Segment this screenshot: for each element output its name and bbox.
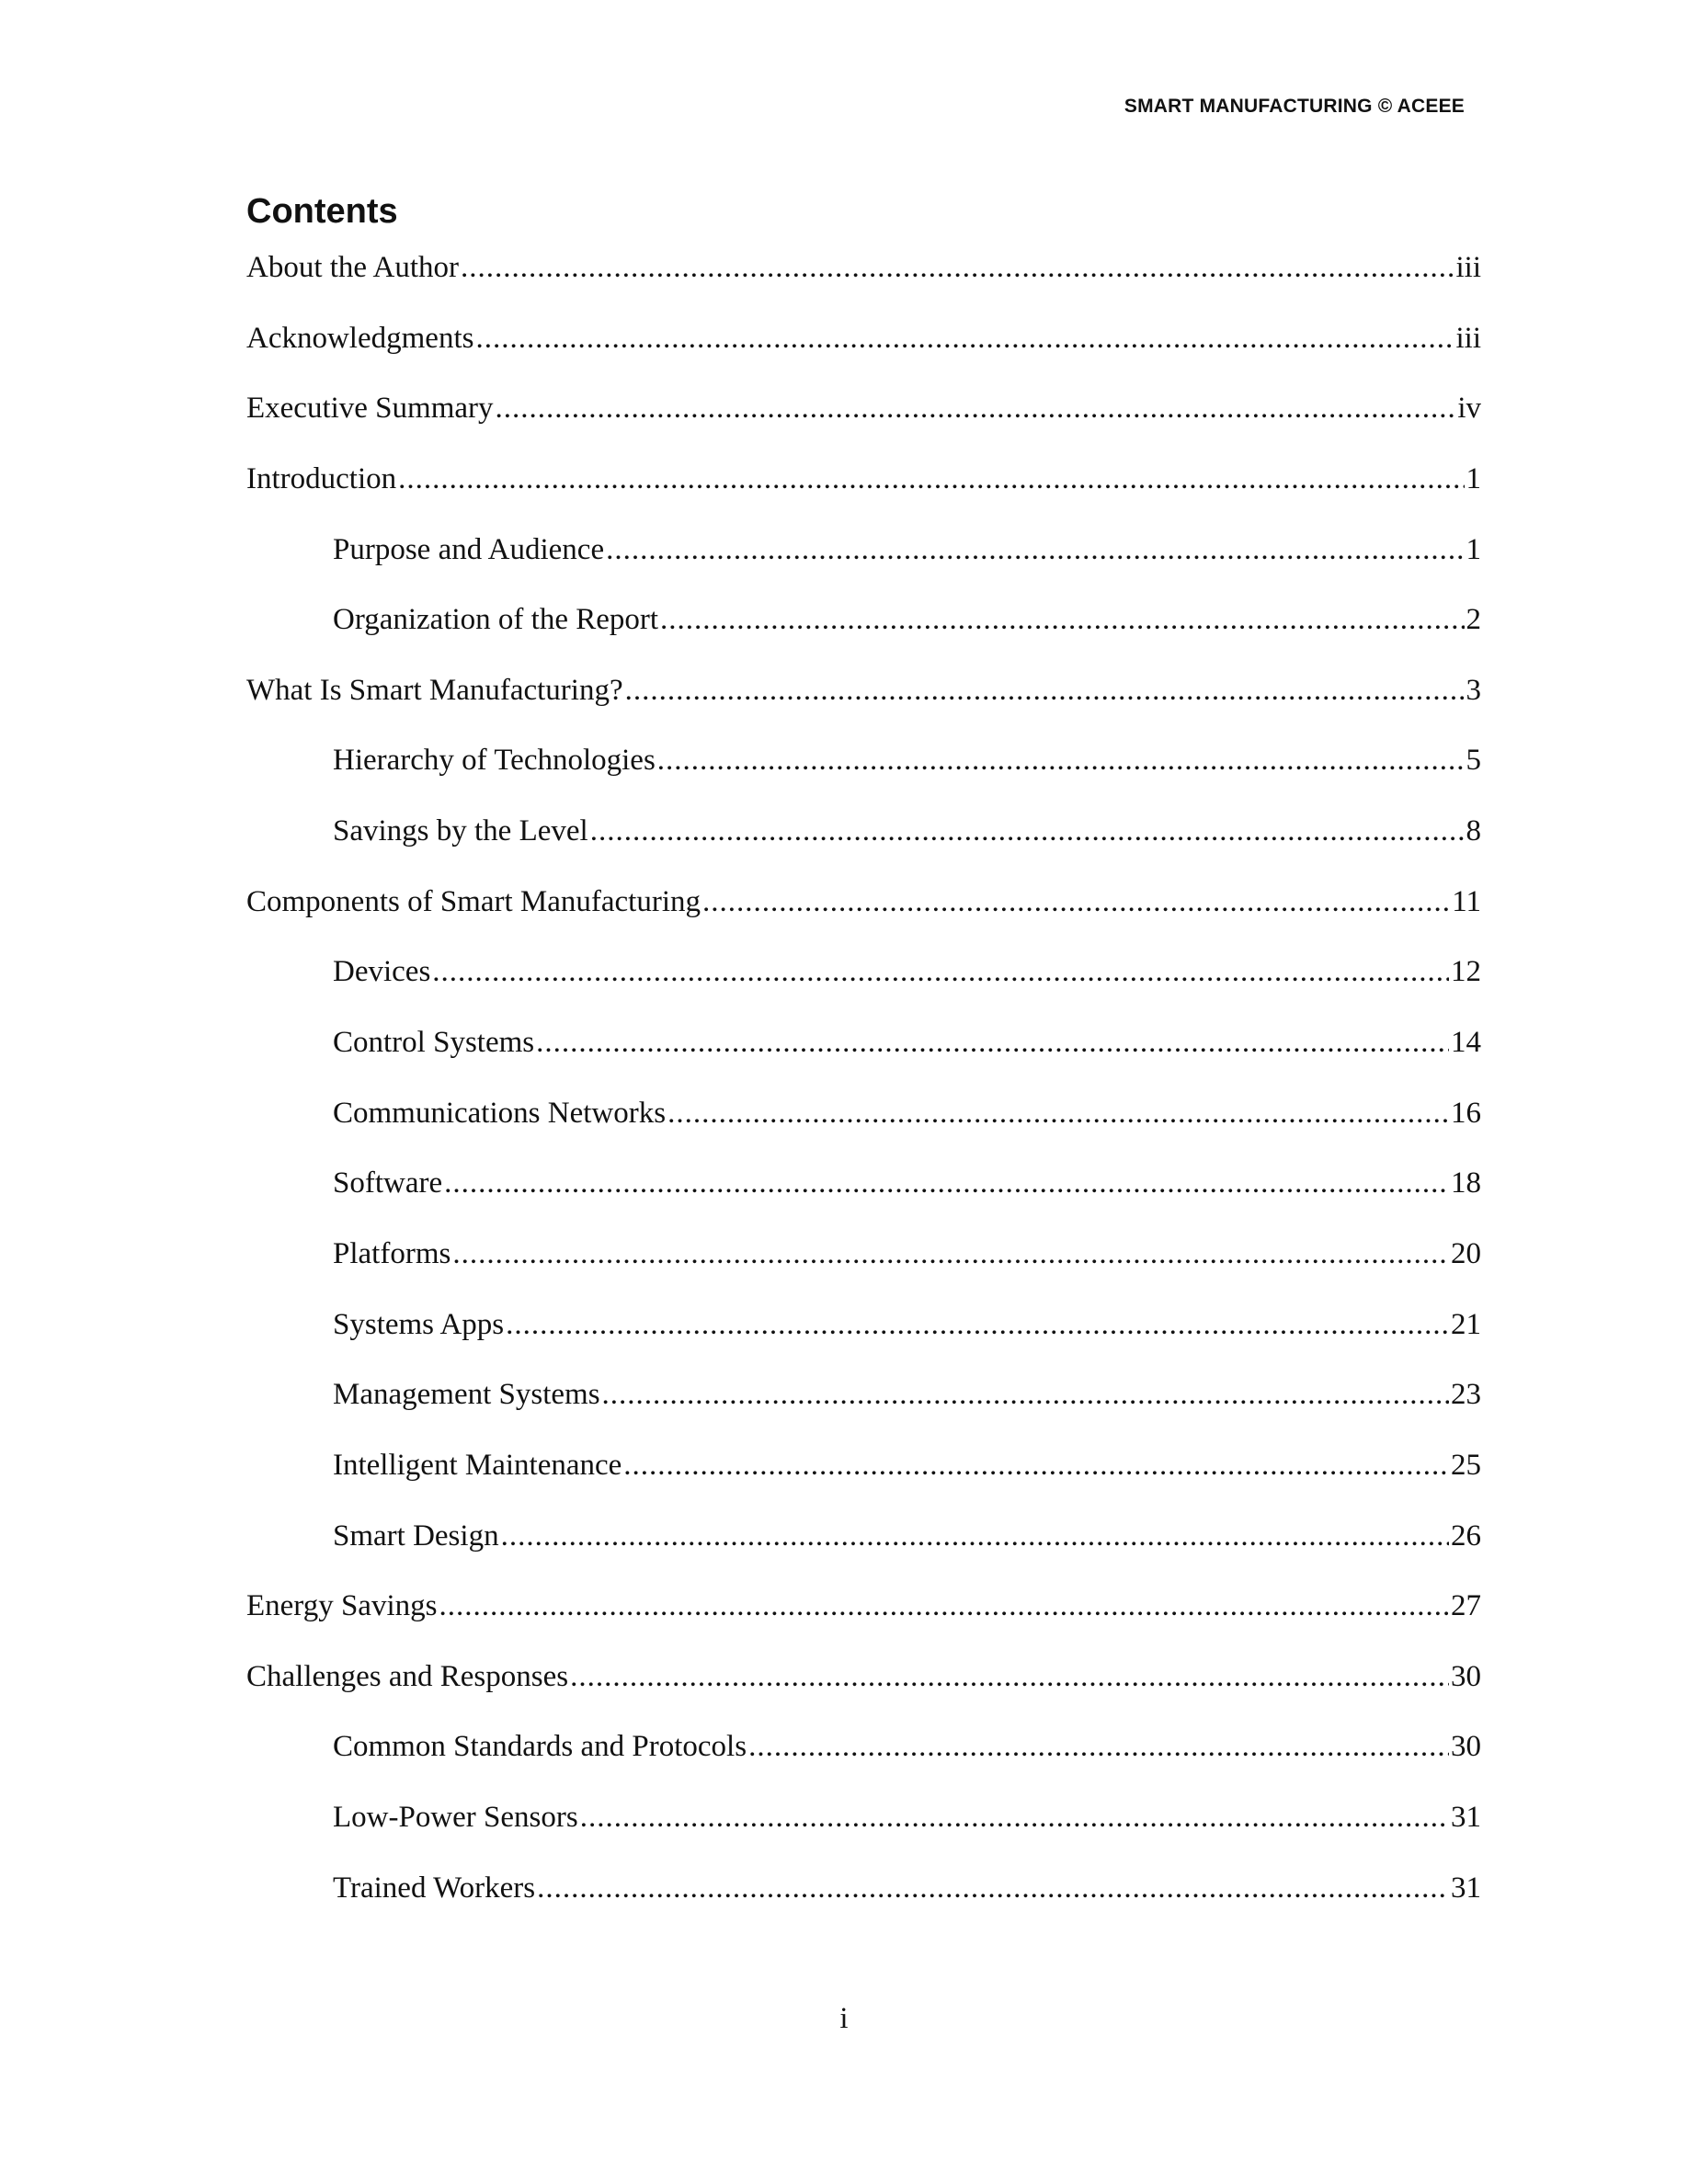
toc-entry-page: 12 — [1451, 955, 1481, 989]
toc-entry-page: iii — [1455, 251, 1481, 284]
toc-entry-page: iii — [1455, 321, 1481, 355]
toc-entry-title: Low-Power Sensors — [333, 1801, 578, 1835]
toc-entry-title: Control Systems — [333, 1026, 535, 1060]
toc-entry-title: Introduction — [246, 461, 397, 495]
toc-entry[interactable] — [246, 1156, 1481, 1227]
toc-entry-title: Communications Networks — [333, 1096, 667, 1130]
toc-dot-leader — [623, 1439, 1449, 1492]
toc-dot-leader — [398, 452, 1464, 506]
toc-entry-page: iv — [1457, 392, 1481, 426]
toc-entry[interactable] — [246, 1861, 1481, 1932]
toc-entry[interactable] — [246, 1016, 1481, 1086]
toc-entry[interactable] — [246, 523, 1481, 594]
toc-entry-title: Software — [333, 1166, 443, 1200]
table-of-contents — [246, 241, 1481, 1931]
contents-heading: Contents — [246, 192, 398, 231]
toc-entry-page: 25 — [1451, 1448, 1481, 1482]
toc-entry[interactable] — [246, 1650, 1481, 1721]
toc-dot-leader — [439, 1579, 1449, 1632]
toc-entry[interactable] — [246, 241, 1481, 312]
toc-entry[interactable] — [246, 1227, 1481, 1298]
toc-entry[interactable] — [246, 1298, 1481, 1369]
toc-dot-leader — [570, 1650, 1449, 1703]
toc-entry[interactable] — [246, 1439, 1481, 1509]
toc-dot-leader — [660, 593, 1464, 646]
toc-entry-title: Energy Savings — [246, 1589, 438, 1623]
toc-entry[interactable] — [246, 1791, 1481, 1861]
toc-entry[interactable] — [246, 593, 1481, 664]
toc-entry-page: 1 — [1466, 532, 1481, 566]
toc-entry-page: 21 — [1451, 1307, 1481, 1341]
toc-entry-page: 18 — [1451, 1166, 1481, 1200]
toc-dot-leader — [590, 804, 1465, 858]
toc-entry-title: Smart Design — [333, 1519, 499, 1553]
toc-entry-page: 23 — [1451, 1378, 1481, 1412]
toc-entry-page: 2 — [1466, 603, 1481, 637]
toc-dot-leader — [444, 1156, 1449, 1210]
toc-entry-title: Acknowledgments — [246, 321, 474, 355]
toc-entry-title: About the Author — [246, 251, 459, 284]
toc-dot-leader — [657, 734, 1465, 787]
toc-entry-page: 14 — [1451, 1026, 1481, 1060]
toc-entry[interactable] — [246, 945, 1481, 1016]
running-header: SMART MANUFACTURING © ACEEE — [1123, 96, 1465, 117]
toc-entry[interactable] — [246, 452, 1481, 523]
toc-entry-page: 30 — [1451, 1659, 1481, 1693]
toc-entry-title: Systems Apps — [333, 1307, 505, 1341]
toc-entry-page: 8 — [1466, 814, 1481, 848]
toc-entry-title: Executive Summary — [246, 392, 494, 426]
toc-entry-title: Intelligent Maintenance — [333, 1448, 622, 1482]
toc-entry-page: 27 — [1451, 1589, 1481, 1623]
toc-entry[interactable] — [246, 1368, 1481, 1439]
toc-entry-page: 31 — [1451, 1871, 1481, 1905]
toc-entry-title: Savings by the Level — [333, 814, 588, 848]
toc-dot-leader — [625, 664, 1465, 717]
toc-entry-title: Common Standards and Protocols — [333, 1730, 747, 1764]
toc-entry-title: Platforms — [333, 1236, 451, 1270]
toc-dot-leader — [580, 1791, 1449, 1844]
toc-entry-page: 3 — [1466, 673, 1481, 707]
toc-entry[interactable] — [246, 381, 1481, 452]
toc-dot-leader — [702, 875, 1450, 928]
toc-entry[interactable] — [246, 1509, 1481, 1580]
toc-dot-leader — [667, 1086, 1449, 1140]
toc-dot-leader — [501, 1509, 1449, 1563]
toc-entry[interactable] — [246, 734, 1481, 804]
toc-entry[interactable] — [246, 804, 1481, 875]
toc-entry-title: Devices — [333, 955, 431, 989]
toc-entry-title: Challenges and Responses — [246, 1659, 569, 1693]
toc-entry-page: 31 — [1451, 1801, 1481, 1835]
toc-dot-leader — [602, 1368, 1449, 1421]
toc-entry-title: Organization of the Report — [333, 603, 659, 637]
toc-dot-leader — [606, 523, 1464, 576]
toc-entry[interactable] — [246, 1579, 1481, 1650]
toc-entry-page: 5 — [1466, 744, 1481, 778]
toc-entry-title: Management Systems — [333, 1378, 600, 1412]
toc-dot-leader — [537, 1861, 1449, 1915]
toc-entry[interactable] — [246, 312, 1481, 382]
toc-entry[interactable] — [246, 1720, 1481, 1791]
toc-entry-title: Hierarchy of Technologies — [333, 744, 656, 778]
toc-dot-leader — [536, 1016, 1449, 1069]
toc-entry-title: What Is Smart Manufacturing? — [246, 673, 623, 707]
toc-entry[interactable] — [246, 875, 1481, 946]
toc-dot-leader — [475, 312, 1454, 365]
toc-entry-page: 20 — [1451, 1236, 1481, 1270]
toc-entry-page: 1 — [1466, 461, 1481, 495]
toc-entry-page: 16 — [1451, 1096, 1481, 1130]
toc-entry-title: Trained Workers — [333, 1871, 536, 1905]
toc-dot-leader — [452, 1227, 1449, 1280]
toc-entry-title: Purpose and Audience — [333, 532, 605, 566]
toc-entry-title: Components of Smart Manufacturing — [246, 884, 701, 918]
toc-dot-leader — [748, 1720, 1449, 1773]
toc-dot-leader — [506, 1298, 1449, 1351]
toc-entry[interactable] — [246, 1086, 1481, 1157]
toc-dot-leader — [496, 381, 1456, 435]
page-number: i — [839, 2002, 849, 2035]
toc-entry[interactable] — [246, 664, 1481, 734]
toc-dot-leader — [432, 945, 1449, 998]
toc-dot-leader — [461, 241, 1454, 294]
toc-entry-page: 30 — [1451, 1730, 1481, 1764]
toc-entry-page: 26 — [1451, 1519, 1481, 1553]
toc-entry-page: 11 — [1452, 884, 1481, 918]
